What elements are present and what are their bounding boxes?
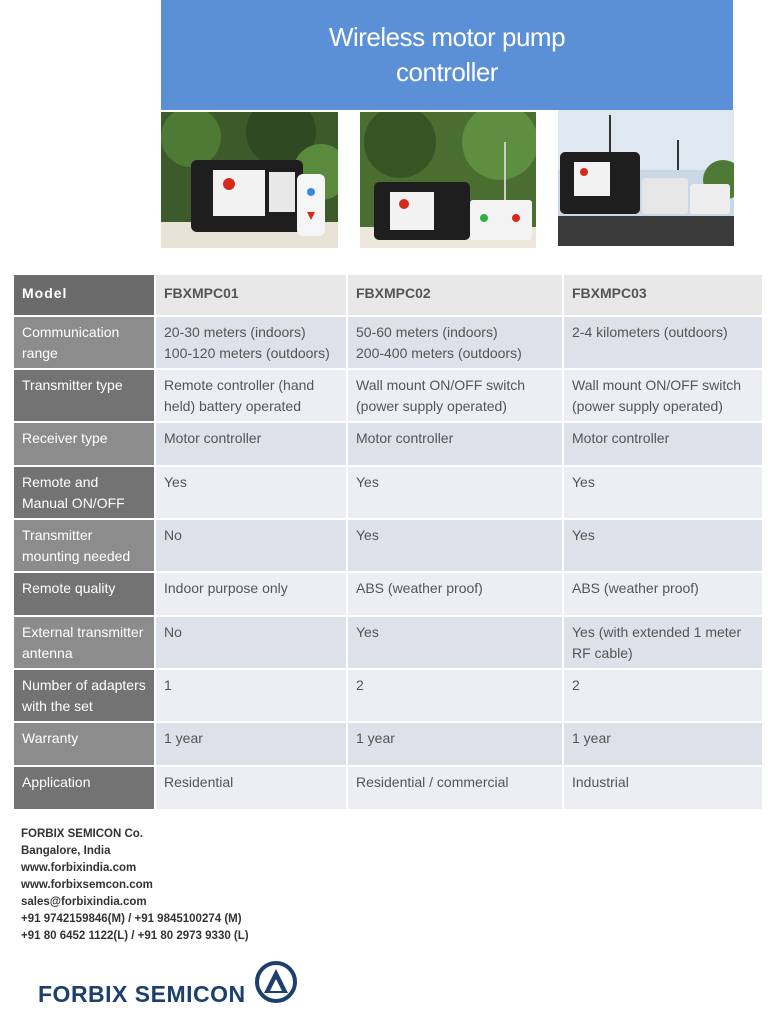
cell-line: 20-30 meters (indoors) (164, 324, 306, 340)
table-cell (564, 467, 762, 518)
row-label-line: Communication (22, 324, 120, 340)
row-label (14, 467, 154, 518)
table-cell (348, 370, 562, 421)
model-fbxmpc01: FBXMPC01 (156, 275, 346, 315)
title-line-2: controller (396, 57, 498, 87)
row-label-line: Transmitter (22, 527, 93, 543)
cell-line: Motor controller (356, 430, 454, 446)
company-logo (38, 958, 298, 1014)
table-cell (348, 573, 562, 615)
title-line-1: Wireless motor pump (328, 22, 566, 52)
cell-line: 2 (572, 677, 580, 693)
table-row (14, 467, 762, 518)
website-link[interactable]: www.forbixindia.com (21, 862, 137, 874)
table-cell (564, 670, 762, 721)
cell-line: 2-4 kilometers (outdoors) (572, 324, 728, 340)
table-cell (156, 520, 346, 571)
table-cell (156, 723, 346, 765)
cell-line: (power supply operated) (356, 398, 507, 414)
cell-line: ABS (weather proof) (356, 580, 483, 596)
specification-table (12, 273, 764, 811)
table-cell (156, 370, 346, 421)
row-label-line: Receiver type (22, 430, 108, 446)
row-label (14, 670, 154, 721)
cell-line: 200-400 meters (outdoors) (356, 345, 522, 361)
table-row (14, 723, 762, 765)
email-link[interactable]: sales@forbixindia.com (21, 896, 147, 908)
row-label-line: Manual ON/OFF (22, 495, 125, 511)
cell-line: Residential (164, 774, 234, 790)
forbix-logo-icon (254, 960, 298, 1009)
table-cell (564, 767, 762, 809)
table-cell (564, 317, 762, 368)
cell-line: No (164, 624, 182, 640)
cell-line: Yes (356, 474, 379, 490)
logo-text: FORBIX SEMICON (38, 980, 246, 1007)
model-fbxmpc02: FBXMPC02 (348, 275, 562, 315)
row-label-line: Remote and (22, 474, 99, 490)
table-cell (348, 723, 562, 765)
table-cell (348, 617, 562, 668)
row-label (14, 767, 154, 809)
cell-line: ABS (weather proof) (572, 580, 699, 596)
cell-line: No (164, 527, 182, 543)
table-cell (564, 423, 762, 465)
table-cell (348, 520, 562, 571)
table-row (14, 767, 762, 809)
cell-line: Motor controller (572, 430, 670, 446)
cell-line: 100-120 meters (outdoors) (164, 345, 330, 361)
row-label-line: Remote quality (22, 580, 116, 596)
table-row (14, 370, 762, 421)
table-cell (348, 767, 562, 809)
contact-block (21, 826, 249, 945)
table-cell (564, 520, 762, 571)
table-cell (156, 767, 346, 809)
cell-line: Yes (572, 474, 595, 490)
cell-line: Industrial (572, 774, 629, 790)
table-cell (156, 670, 346, 721)
table-cell (348, 423, 562, 465)
table-cell (348, 317, 562, 368)
table-row (14, 573, 762, 615)
cell-line: 1 (164, 677, 172, 693)
wall-switch-photo (360, 112, 536, 248)
company-location: Bangalore, India (21, 845, 111, 857)
row-label-line: mounting needed (22, 548, 131, 564)
row-label (14, 520, 154, 571)
cell-line: Yes (572, 527, 595, 543)
remote-controller-photo (161, 112, 338, 248)
table-cell (348, 467, 562, 518)
table-row (14, 317, 762, 368)
row-label-line: with the set (22, 698, 93, 714)
table-row (14, 520, 762, 571)
cell-line: RF cable) (572, 645, 633, 661)
row-label (14, 617, 154, 668)
cell-line: Wall mount ON/OFF switch (572, 377, 742, 393)
table-cell (156, 423, 346, 465)
table-header-row (14, 275, 762, 315)
row-label-line: Warranty (22, 730, 79, 746)
company-name: FORBIX SEMICON Co. (21, 828, 144, 840)
row-label-line: range (22, 345, 58, 361)
cell-line: Motor controller (164, 430, 262, 446)
cell-line: 2 (356, 677, 364, 693)
row-label (14, 370, 154, 421)
website-link[interactable]: www.forbixsemcon.com (21, 879, 153, 891)
cell-line: Residential / commercial (356, 774, 509, 790)
table-cell (156, 573, 346, 615)
cell-line: (power supply operated) (572, 398, 723, 414)
cell-line: Yes (164, 474, 187, 490)
row-label-line: External transmitter (22, 624, 144, 640)
table-cell (564, 723, 762, 765)
model-fbxmpc03: FBXMPC03 (564, 275, 762, 315)
row-label-line: Number of adapters (22, 677, 146, 693)
table-row (14, 670, 762, 721)
table-cell (348, 670, 562, 721)
cell-line: Yes (356, 527, 379, 543)
row-label-line: Transmitter type (22, 377, 123, 393)
cell-line: 50-60 meters (indoors) (356, 324, 498, 340)
cell-line: Yes (with extended 1 meter (572, 624, 742, 640)
row-label (14, 423, 154, 465)
landline-numbers: +91 80 6452 1122(L) / +91 80 2973 9330 (L) (21, 930, 249, 942)
row-label (14, 317, 154, 368)
table-row (14, 423, 762, 465)
mobile-numbers: +91 9742159846(M) / +91 9845100274 (M) (21, 913, 242, 925)
cell-line: 1 year (572, 730, 611, 746)
cell-line: Wall mount ON/OFF switch (356, 377, 526, 393)
row-label-line: Application (22, 774, 91, 790)
row-label (14, 723, 154, 765)
antenna-setup-photo (558, 110, 734, 246)
title-banner (161, 0, 733, 110)
table-cell (564, 573, 762, 615)
cell-line: Indoor purpose only (164, 580, 288, 596)
table-row (14, 617, 762, 668)
cell-line: Remote controller (hand (164, 377, 315, 393)
table-cell (564, 617, 762, 668)
model-header: Model (14, 275, 154, 315)
row-label (14, 573, 154, 615)
table-cell (156, 467, 346, 518)
table-cell (156, 317, 346, 368)
cell-line: Yes (356, 624, 379, 640)
table-cell (564, 370, 762, 421)
cell-line: held) battery operated (164, 398, 301, 414)
row-label-line: antenna (22, 645, 73, 661)
cell-line: 1 year (164, 730, 203, 746)
table-cell (156, 617, 346, 668)
cell-line: 1 year (356, 730, 395, 746)
